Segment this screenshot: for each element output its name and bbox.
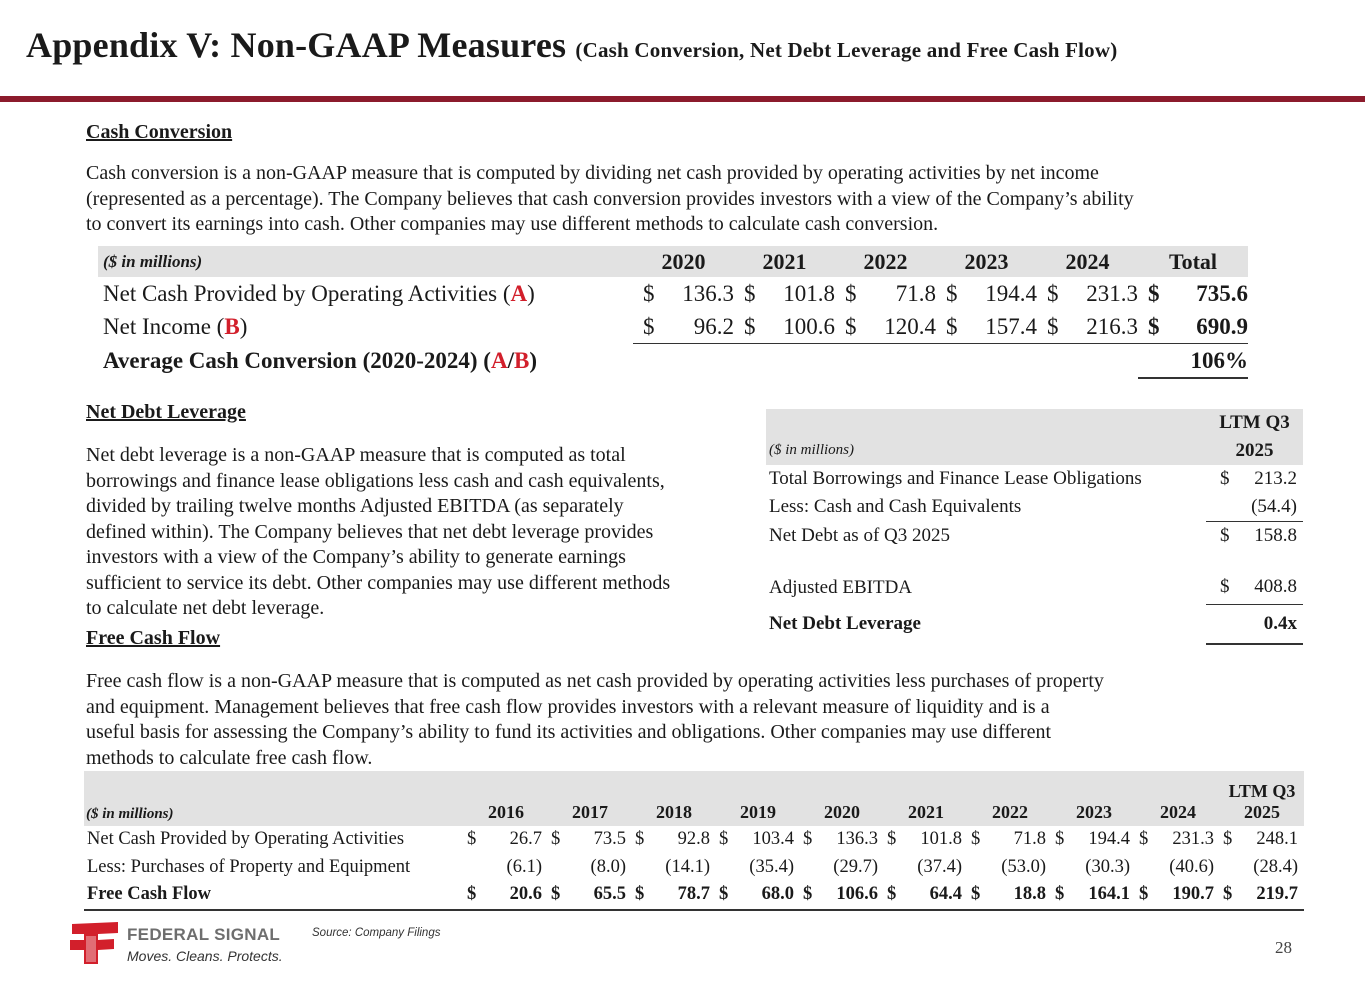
year-header: 2024 xyxy=(1065,248,1110,274)
table-header-row xyxy=(98,246,1248,277)
value-cell: $ 78.7 xyxy=(632,881,716,910)
page-title xyxy=(26,24,1117,66)
year-header: 2023 xyxy=(1076,802,1112,822)
brand-name: FEDERAL SIGNAL xyxy=(127,925,281,944)
table-row xyxy=(98,277,1248,310)
table-header-row xyxy=(766,409,1303,437)
text-line: methods to calculate free cash flow. xyxy=(86,746,373,769)
table-row xyxy=(766,522,1303,551)
title-rule xyxy=(0,96,1365,102)
text-line: (represented as a percentage). The Company believes that cash conversion provides investors with a view of the Company’s ability xyxy=(86,187,1134,210)
table-row xyxy=(766,605,1303,645)
table-row xyxy=(766,465,1303,493)
table-row xyxy=(98,310,1248,344)
text-line: defined within). The Company believes that net debt leverage provides xyxy=(86,520,654,543)
ltm-header: LTM Q3 2025 xyxy=(1228,781,1296,822)
year-header: 2024 xyxy=(1160,802,1196,822)
text-line: to calculate net debt leverage. xyxy=(86,597,325,619)
year-header: 2019 xyxy=(740,802,776,822)
text-line: investors with a view of the Company’s ability to generate earnings xyxy=(86,546,626,568)
cash-conversion-heading: Cash Conversion xyxy=(86,121,233,143)
text-line: useful basis for assessing the Company’s ability to fund its activities and obligations. Other companies may use different xyxy=(86,721,1052,743)
value-cell: $ 101.8 xyxy=(887,829,962,850)
value-cell: $ 18.8 xyxy=(968,881,1052,910)
value-cell: $ 120.4 xyxy=(835,310,936,344)
ref-b: B xyxy=(224,313,240,339)
table-row xyxy=(766,493,1303,522)
value-cell: $ 71.8 xyxy=(845,280,936,306)
table-row xyxy=(84,881,1304,910)
value-cell: $ 103.4 xyxy=(719,829,794,850)
text-line: divided by trailing twelve months Adjusted EBITDA (as separately xyxy=(86,495,624,517)
row-label: Net Debt Leverage xyxy=(769,613,921,635)
net-debt-heading: Net Debt Leverage xyxy=(86,401,246,423)
row-label: Net Cash Provided by Operating Activities xyxy=(87,829,405,850)
value-cell: $ 96.2 xyxy=(633,310,734,344)
total-cell: $ 690.9 xyxy=(1138,310,1248,344)
value-cell: $ 158.8 xyxy=(1220,525,1297,546)
value-cell: (40.6) xyxy=(1169,856,1214,877)
title-subtitle: (Cash Conversion, Net Debt Leverage and Free Cash Flow) xyxy=(575,38,1118,62)
brand-tagline: Moves. Cleans. Protects. xyxy=(127,948,283,964)
year-header: 2022 xyxy=(863,248,908,274)
value-cell: $ 26.7 xyxy=(467,829,542,850)
value-cell: $ 231.3 xyxy=(1047,280,1138,306)
units-label: ($ in millions) xyxy=(769,442,854,458)
year-header: 2022 xyxy=(992,802,1028,822)
title-main: Appendix V: Non-GAAP Measures xyxy=(26,25,567,65)
value-cell: $ 100.6 xyxy=(734,310,835,344)
table-row xyxy=(766,550,1303,605)
text-line: Free cash flow is a non-GAAP measure that is computed as net cash provided by operating activities less purchases of property xyxy=(86,670,1104,692)
value-cell: $ 71.8 xyxy=(971,829,1046,850)
value-cell: $ 65.5 xyxy=(548,881,632,910)
value-cell: (54.4) xyxy=(1206,493,1303,522)
value-cell: (37.4) xyxy=(917,856,962,877)
year-header: 2021 xyxy=(908,802,944,822)
value-cell: (14.1) xyxy=(665,856,710,877)
total-header: Total xyxy=(1168,248,1218,274)
year-header: 2020 xyxy=(824,802,860,822)
text-line: to convert its earnings into cash. Other companies may use different methods to calculate cash conversion. xyxy=(86,213,939,235)
value-cell: 0.4x xyxy=(1206,605,1303,645)
value-cell: (35.4) xyxy=(749,856,794,877)
source-note: Source: Company Filings xyxy=(312,927,441,939)
table-header-row xyxy=(84,771,1304,826)
value-cell: $ 68.0 xyxy=(716,881,800,910)
year-header: 2020 xyxy=(661,248,706,274)
table-row xyxy=(98,344,1248,379)
value-cell: $ 248.1 xyxy=(1223,829,1298,850)
value-cell: (29.7) xyxy=(833,856,878,877)
value-cell: $ 101.8 xyxy=(744,280,835,306)
units-label: ($ in millions) xyxy=(86,806,174,822)
ref-a: A xyxy=(510,280,528,306)
row-label: Less: Cash and Cash Equivalents xyxy=(769,496,1022,518)
value-cell: $ 194.4 xyxy=(946,280,1037,306)
value-cell: (30.3) xyxy=(1085,856,1130,877)
value-cell: $ 164.1 xyxy=(1052,881,1136,910)
value-cell: $ 73.5 xyxy=(551,829,626,850)
value-cell: $ 219.7 xyxy=(1220,881,1304,910)
units-label: ($ in millions) xyxy=(103,251,203,271)
year-header: 2021 xyxy=(762,248,807,274)
year-header: 2017 xyxy=(572,802,608,822)
row-label: Free Cash Flow xyxy=(84,881,464,910)
value-cell: $ 136.3 xyxy=(643,280,734,306)
year-header: 2023 xyxy=(964,248,1009,274)
value-cell: (6.1) xyxy=(506,856,542,877)
column-header-line1: LTM Q3 xyxy=(1219,412,1290,433)
row-label: Net Debt as of Q3 2025 xyxy=(769,524,950,546)
net-debt-text xyxy=(86,443,766,622)
value-cell: $ 157.4 xyxy=(936,310,1037,344)
value-cell: $ 106.6 xyxy=(800,881,884,910)
value-cell: $ 64.4 xyxy=(884,881,968,910)
value-cell: $ 408.8 xyxy=(1220,576,1297,597)
total-cell: $ 735.6 xyxy=(1148,280,1248,306)
cash-conversion-table xyxy=(98,246,1248,379)
row-label: Less: Purchases of Property and Equipment xyxy=(87,856,411,877)
average-value: 106% xyxy=(1138,344,1248,379)
year-header: 2016 xyxy=(488,802,524,822)
text-line: borrowings and finance lease obligations less cash and cash equivalents, xyxy=(86,469,665,492)
text-line: Cash conversion is a non-GAAP measure that is computed by dividing net cash provided by operating activities by net income xyxy=(86,162,1099,184)
text-line: sufficient to service its debt. Other companies may use different methods xyxy=(86,571,671,594)
page-number: 28 xyxy=(1275,938,1292,957)
text-line: and equipment. Management believes that free cash flow provides investors with a relevant measure of liquidity and is a xyxy=(86,695,1050,718)
table-row xyxy=(84,826,1304,854)
value-cell: $ 213.2 xyxy=(1220,468,1297,489)
row-label: Adjusted EBITDA xyxy=(769,576,913,598)
row-label: Net Cash Provided by Operating Activities (A) xyxy=(103,280,535,306)
free-cash-flow-table xyxy=(84,771,1304,911)
value-cell: $ 231.3 xyxy=(1139,829,1214,850)
federal-signal-logo-icon xyxy=(68,920,122,966)
value-cell: (28.4) xyxy=(1253,856,1298,877)
value-cell: $ 92.8 xyxy=(635,829,710,850)
column-header-line2: 2025 xyxy=(1235,440,1274,461)
average-label: Average Cash Conversion (2020-2024) (A/B) xyxy=(103,348,537,373)
value-cell: $ 194.4 xyxy=(1055,829,1130,850)
value-cell: $ 136.3 xyxy=(803,829,878,850)
value-cell: $ 190.7 xyxy=(1136,881,1220,910)
free-cash-flow-text xyxy=(86,669,1104,771)
free-cash-flow-heading: Free Cash Flow xyxy=(86,627,221,649)
value-cell: $ 216.3 xyxy=(1037,310,1138,344)
year-header: 2018 xyxy=(656,802,692,822)
row-label: Total Borrowings and Finance Lease Obligations xyxy=(769,468,1142,489)
text-line: Net debt leverage is a non-GAAP measure that is computed as total xyxy=(86,444,626,466)
value-cell: (8.0) xyxy=(590,856,626,877)
cash-conversion-text xyxy=(86,161,1134,238)
value-cell: (53.0) xyxy=(1001,856,1046,877)
table-row xyxy=(84,854,1304,882)
net-debt-table xyxy=(766,409,1303,645)
value-cell: $ 20.6 xyxy=(464,881,548,910)
row-label: Net Income (B) xyxy=(103,313,248,339)
